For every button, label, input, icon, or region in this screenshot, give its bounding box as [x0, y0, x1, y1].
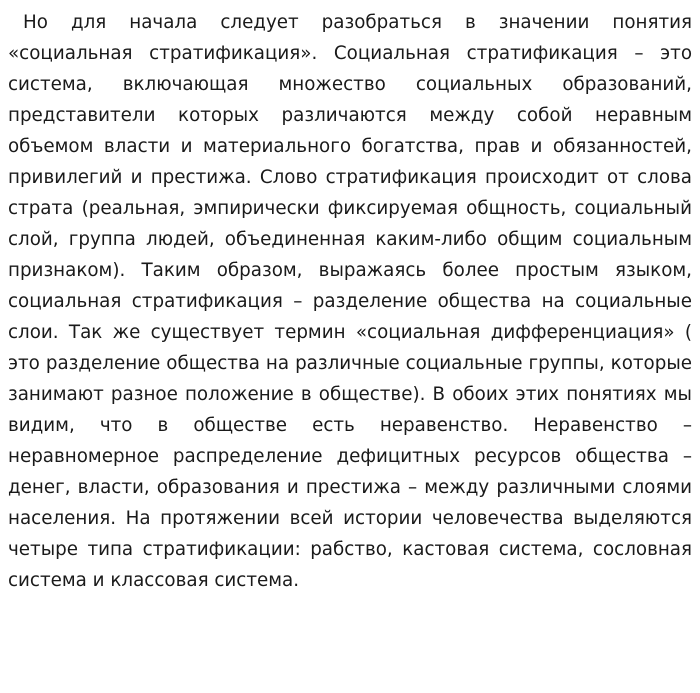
body-paragraph: Но для начала следует разобраться в значении понятия «социальная стратификация». Социальная стратификация – это система, включающая множество социальных образований, представители которых различаются между собой неравным объемом власти и материального богатства, прав и обязанностей, привилегий и престижа. Слово стратификация происходит от слова страта (реальная, эмпирически фиксируемая общность, социальный слой, группа людей, объединенная каким-либо общим социальным признаком). Таким образом, выражаясь более простым языком, социальная стратификация – разделение общества на социальные слои. Так же существует термин «социальная дифференциация» ( это разделение общества на различные социальные группы, которые занимают разное положение в обществе). В обоих этих понятиях мы видим, что в обществе есть неравенство. Неравенство – неравномерное распределение дефицитных ресурсов общества – денег, власти, образования и престижа – между различными слоями населения. На протяжении всей истории человечества выделяются четыре типа стратификации: рабство, кастовая система, сословная система и классовая система.	[8, 12, 692, 591]
